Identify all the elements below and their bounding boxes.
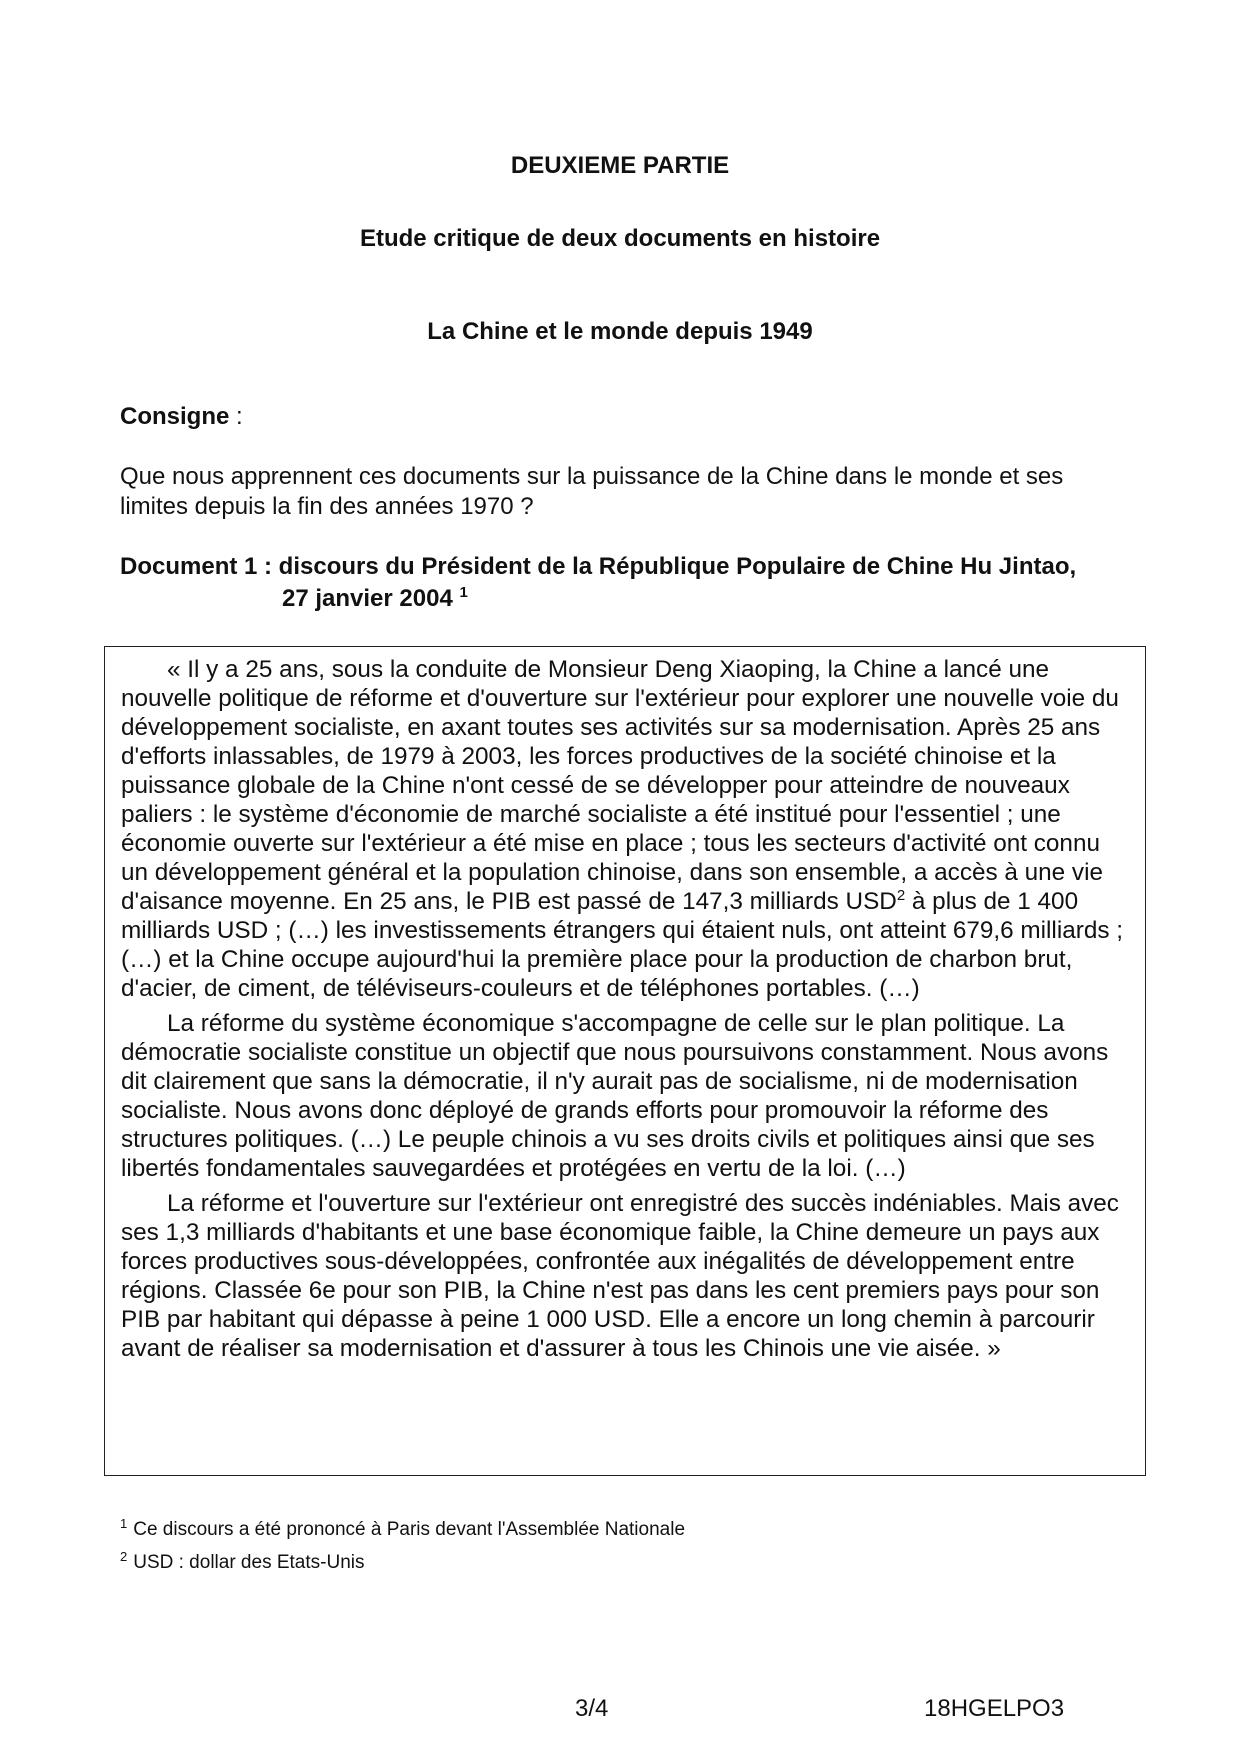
document-date: 27 janvier 2004 <box>282 585 460 612</box>
consigne-separator: : <box>229 403 243 430</box>
footnotes <box>120 1513 685 1579</box>
document-heading-date <box>120 583 1140 615</box>
document-paragraph-3: La réforme et l'ouverture sur l'extérieur ont enregistré des succès indéniables. Mais avec ses 1,3 milliards d'habitants et une base économique faible, la Chine demeure un pays aux forces productives sous-développées, confrontée aux inégalités de développement entre régions. Classée 6e pour son PIB, la Chine n'est pas dans les cent premiers pays pour son PIB par habitant qui dépasse à peine 1 000 USD. Elle a encore un long chemin à parcourir avant de réaliser sa modernisation et d'assurer à tous les Chinois une vie aisée. » <box>121 1190 1119 1362</box>
part-title: DEUXIEME PARTIE <box>510 152 730 179</box>
footnote <box>120 1513 685 1546</box>
document-paragraph-2: La réforme du système économique s'accompagne de celle sur le plan politique. La démocratie socialiste constitue un objectif que nous poursuivons constamment. Nous avons dit clairement que sans la démocratie, il n'y aurait pas de socialisme, ni de modernisation socialiste. Nous avons donc déployé de grands efforts pour promouvoir la réforme des structures politiques. (…) Le peuple chinois a vu ses droits civils et politiques ainsi que ses libertés fondamentales sauvegardées et protégées en vertu de la loi. (…) <box>121 1010 1109 1182</box>
section-subtitle: Etude critique de deux documents en histoire <box>359 225 881 252</box>
document-paragraph-1 <box>121 655 1131 1003</box>
document-heading <box>120 551 1140 615</box>
consigne-label <box>120 403 243 431</box>
document-text <box>121 655 1131 1369</box>
footnote-text: Ce discours a été prononcé à Paris devant l'Assemblée Nationale <box>133 1519 686 1540</box>
paragraph-1-part-2: à plus de 1 400 milliards USD ; (…) les investissements étrangers qui étaient nuls, ont atteint 679,6 milliards ; (…) et la Chine occupe aujourd'hui la première place pour la production de charbon brut, d'acier, de ciment, de téléviseurs-couleurs et de téléphones portables. (…) <box>121 888 1123 1002</box>
footnote <box>120 1546 685 1579</box>
page-number: 3/4 <box>575 1695 609 1722</box>
footnote-ref-1: 1 <box>459 584 468 601</box>
consigne-label-text: Consigne <box>120 403 230 430</box>
topic-title: La Chine et le monde depuis 1949 <box>427 318 813 345</box>
paragraph-1-part-1: « Il y a 25 ans, sous la conduite de Monsieur Deng Xiaoping, la Chine a lancé une nouvelle politique de réforme et d'ouverture sur l'extérieur pour explorer une nouvelle voie du développement socialiste, en axant toutes ses activités sur sa modernisation. Après 25 ans d'efforts inlassables, de 1979 à 2003, les forces productives de la société chinoise et la puissance globale de la Chine n'ont cessé de se développer pour atteindre de nouveaux paliers : le système d'économie de marché socialiste a été institué pour l'essentiel ; une économie ouverte sur l'extérieur a été mise en place ; tous les secteurs d'activité ont connu un développement général et la population chinoise, dans son ensemble, a accès à une vie d'aisance moyenne. En 25 ans, le PIB est passé de 147,3 milliards USD <box>121 656 1119 915</box>
document-code: 18HGELPO3 <box>924 1695 1065 1722</box>
footnote-number: 1 <box>120 1515 128 1531</box>
document-text-box <box>104 646 1146 1476</box>
footnote-text: USD : dollar des Etats-Unis <box>133 1552 365 1573</box>
consigne-question: Que nous apprennent ces documents sur la puissance de la Chine dans le monde et ses limites depuis la fin des années 1970 ? <box>120 463 1064 520</box>
footnote-number: 2 <box>120 1548 128 1564</box>
document-heading-line1: Document 1 : discours du Président de la République Populaire de Chine Hu Jintao, <box>120 553 1077 580</box>
footnote-ref-2: 2 <box>896 886 906 904</box>
